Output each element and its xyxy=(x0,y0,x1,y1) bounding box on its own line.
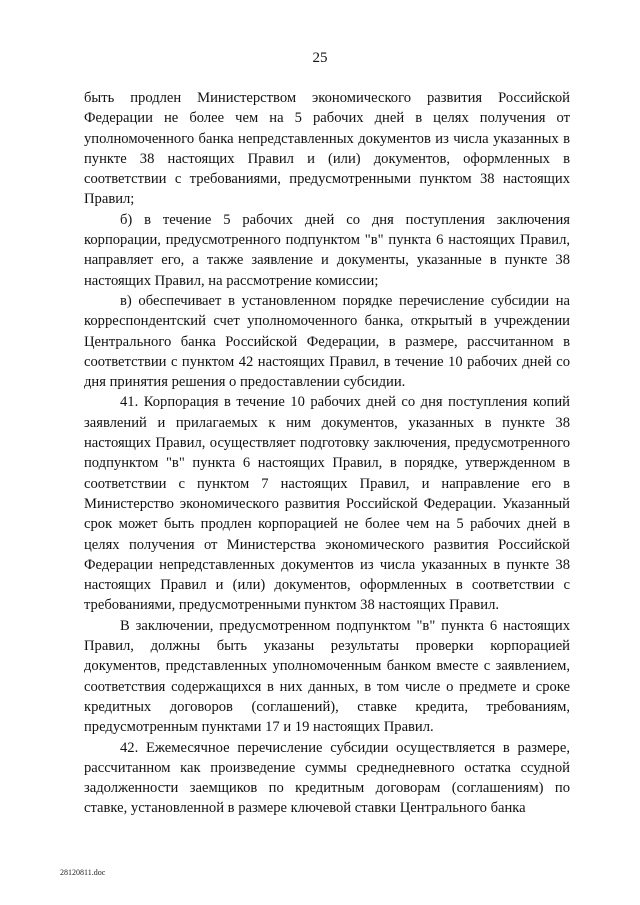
page-number: 25 xyxy=(312,50,328,66)
document-body xyxy=(84,88,570,819)
paragraph-clause-41: 41. Корпорация в течение 10 рабочих дней со дня поступления копий заявлений и прилагаемых к ним документов, указанных в пункте 38 настоящих Правил, осуществляет подготовку заключения, предусмотренного подпунктом "в" пункта 6 настоящих Правил, в порядке, утвержденном в соответствии с пунктом 7 настоящих Правил, и направление его в Министерство экономического развития Российской Федерации. Указанный срок может быть продлен корпорацией не более чем на 5 рабочих дней в целях получения от Министерства экономического развития Российской Федерации непредставленных документов из числа указанных в пункте 38 настоящих Правил и (или) документов, оформленных в соответствии с требованиями, предусмотренными пунктом 38 настоящих Правил. xyxy=(84,394,570,614)
file-name-footer: 28120811.doc xyxy=(60,868,106,877)
paragraph-conclusion: В заключении, предусмотренном подпунктом "в" пункта 6 настоящих Правил, должны быть указаны результаты проверки корпорацией документов, представленных уполномоченным банком вместе с заявлением, соответствия содержащихся в них данных, в том числе о предмете и сроке кредитных договоров (соглашений), ставке кредита, требованиям, предусмотренным пунктами 17 и 19 настоящих Правил. xyxy=(84,617,570,736)
paragraph-continuation: быть продлен Министерством экономического развития Российской Федерации не более чем на 5 рабочих дней в целях получения от уполномоченного банка непредставленных документов из числа указанных в пункте 38 настоящих Правил и (или) документов, оформленных в соответствии с требованиями, предусмотренными пунктом 38 настоящих Правил; xyxy=(84,90,570,208)
paragraph-item-v: в) обеспечивает в установленном порядке перечисление субсидии на корреспондентский счет уполномоченного банка, открытый в учреждении Центрального банка Российской Федерации, в размере, рассчитанном в соответствии с пунктом 42 настоящих Правил, в течение 10 рабочих дней со дня принятия решения о предоставлении субсидии. xyxy=(84,292,570,391)
paragraph-item-b: б) в течение 5 рабочих дней со дня поступления заключения корпорации, предусмотренного подпунктом "в" пункта 6 настоящих Правил, направляет его, а также заявление и документы, указанные в пункте 38 настоящих Правил, на рассмотрение комиссии; xyxy=(84,211,570,289)
paragraph-clause-42: 42. Ежемесячное перечисление субсидии осуществляется в размере, рассчитанном как произведение суммы среднедневного остатка ссудной задолженности заемщиков по кредитным договорам (соглашениям) по ставке, установленной в размере ключевой ставки Центрального банка xyxy=(84,739,570,817)
